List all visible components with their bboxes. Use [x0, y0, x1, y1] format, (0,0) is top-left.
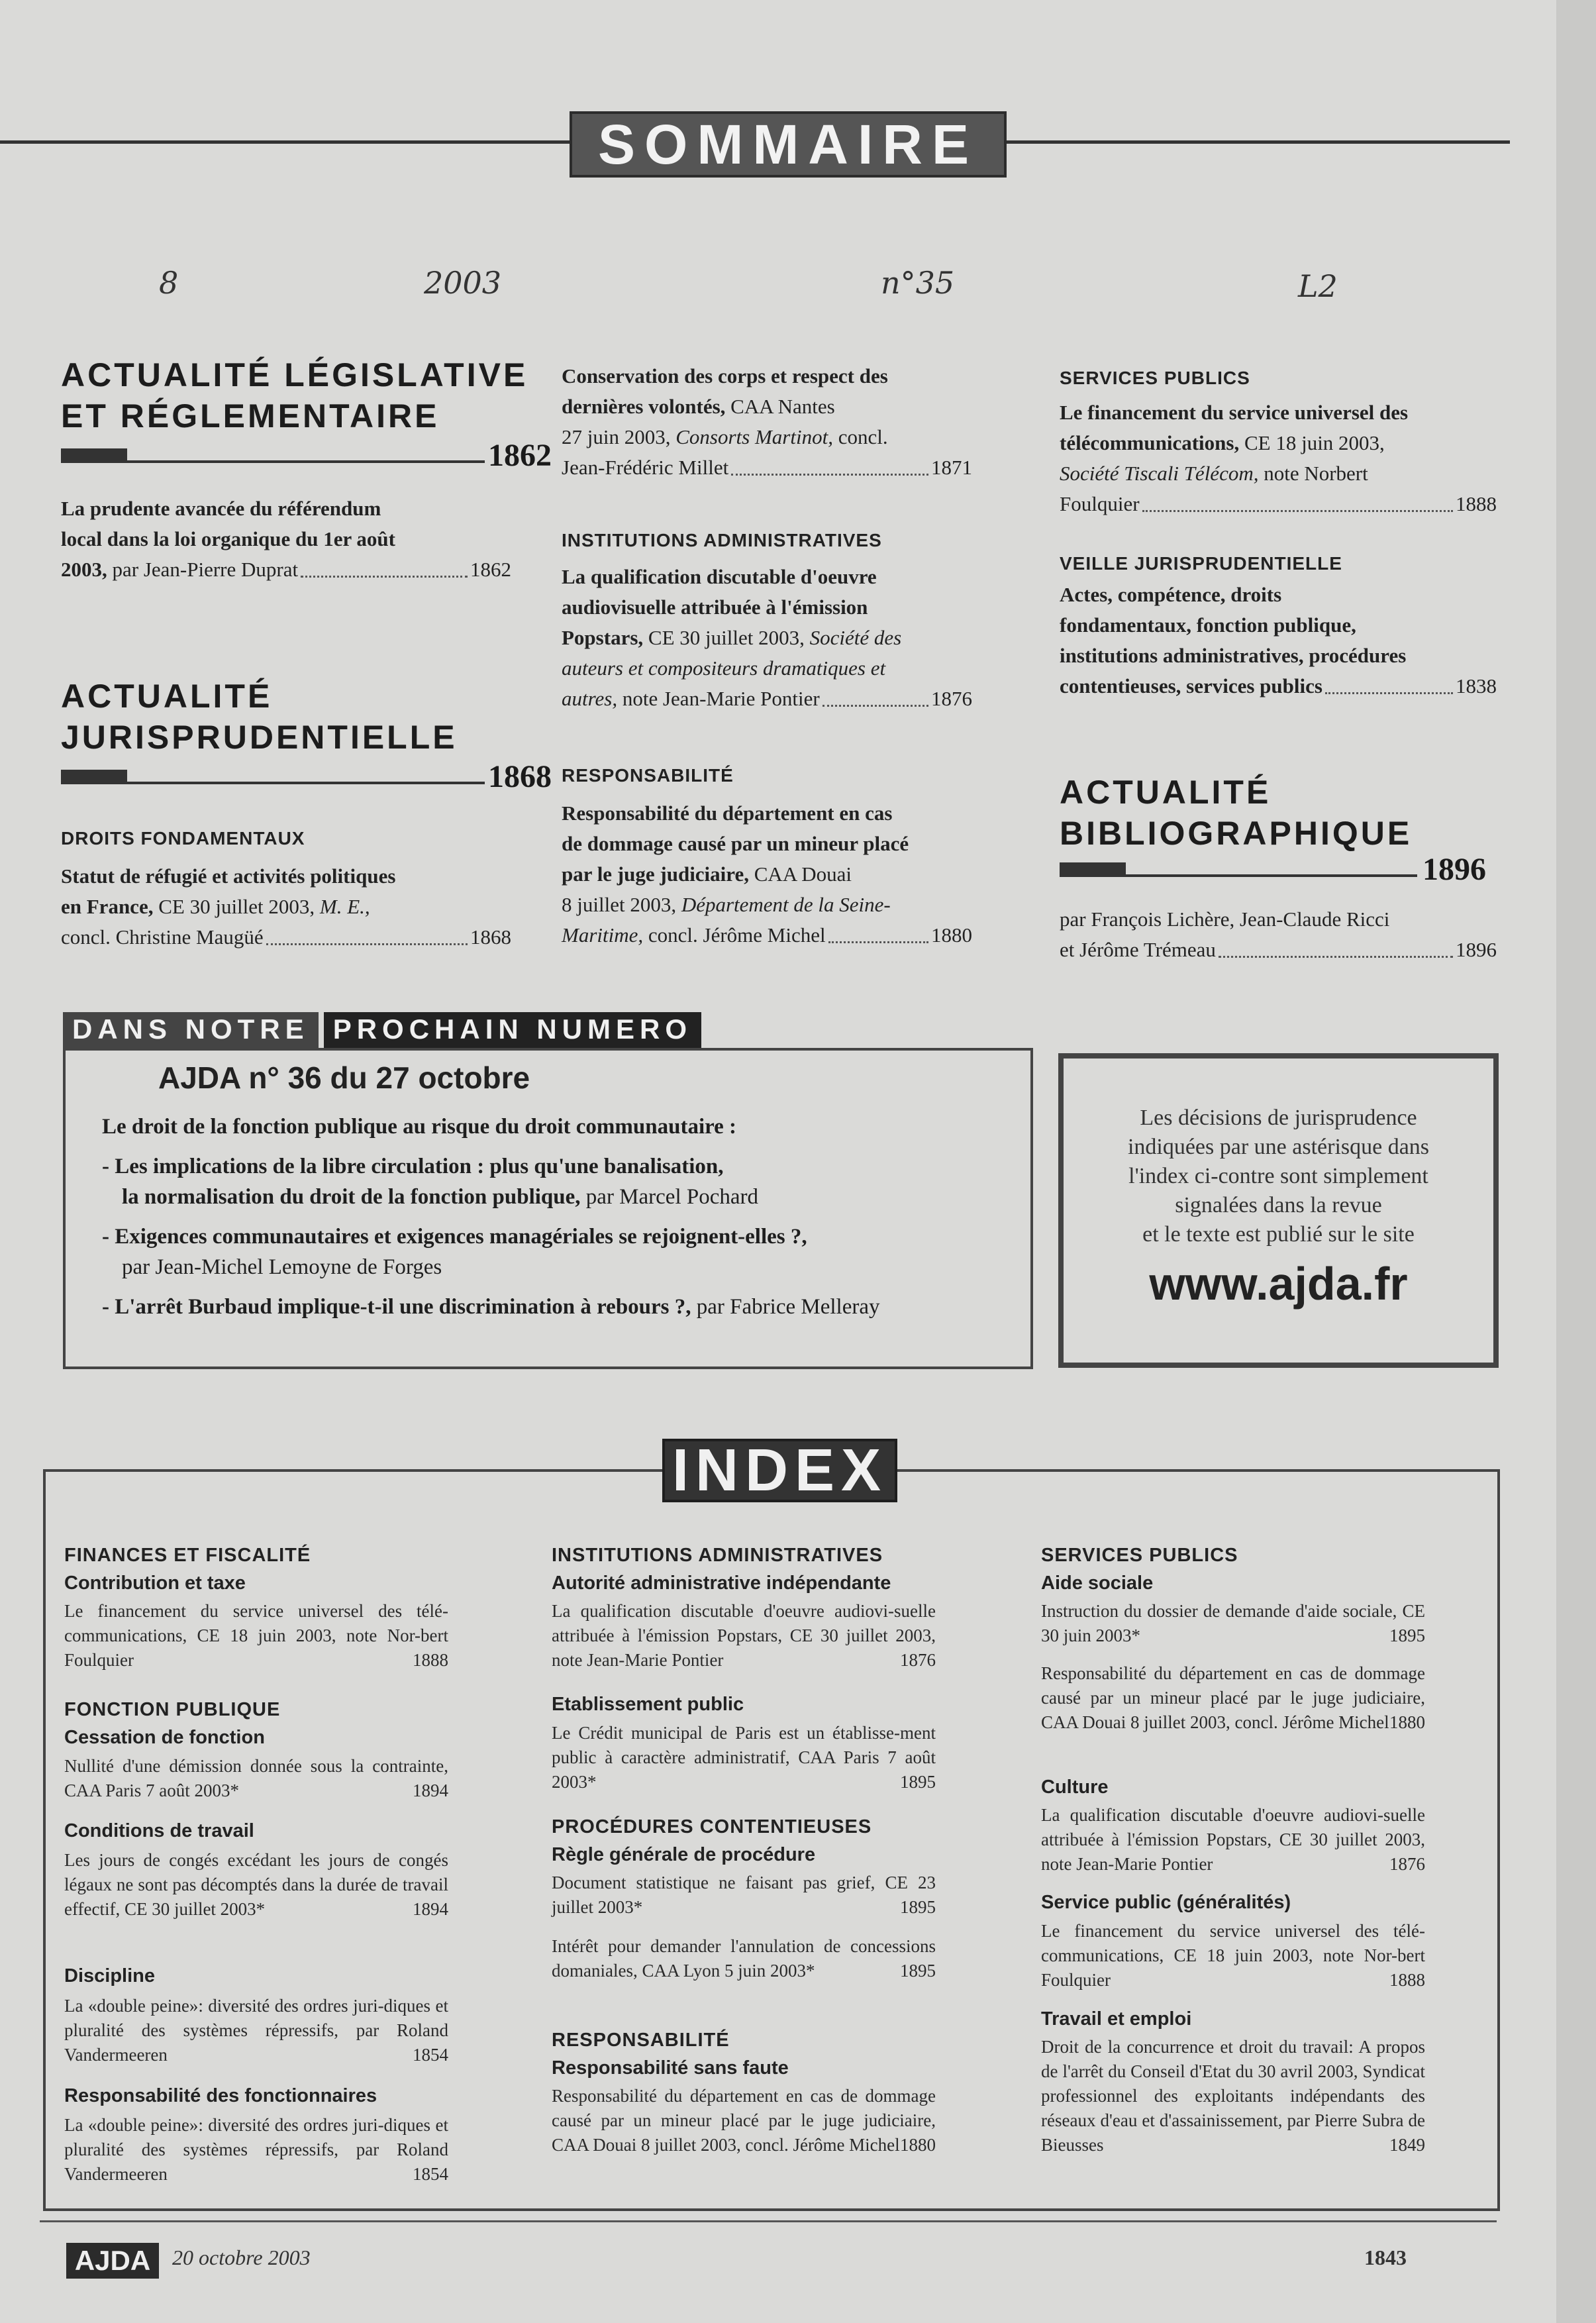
page-edge [1556, 0, 1596, 2323]
sommaire-entry[interactable] [562, 798, 972, 951]
index-subcategory: Travail et emploi [1041, 2008, 1192, 2030]
next-issue-item: la normalisation du droit de la fonction publique, [122, 1185, 581, 1209]
index-entry-page: 1894 [413, 1781, 448, 1800]
section-page: 1862 [488, 438, 552, 473]
category-label: DROITS FONDAMENTAUX [61, 828, 305, 849]
next-issue-content [102, 1111, 879, 1322]
rule-line [127, 782, 485, 784]
sommaire-banner: SOMMAIRE [570, 111, 1007, 178]
entry-title: contentieuses, services publics [1060, 674, 1322, 697]
next-issue-lead: Le droit de la fonction publique au risque du droit communautaire : [102, 1115, 737, 1139]
next-issue-label: DANS NOTRE [63, 1012, 319, 1048]
index-entry[interactable] [64, 1599, 448, 1673]
index-entry-text: La «double peine»: diversité des ordres juri-diques et pluralité des systèmes répressifs, par Roland Vandermeeren [64, 2115, 448, 2184]
section-heading [61, 354, 528, 437]
entry-author: Foulquier [1060, 492, 1140, 515]
section-rule [61, 758, 552, 794]
index-entry[interactable] [64, 1848, 448, 1922]
index-entry[interactable] [552, 1721, 936, 1794]
index-entry-text: Document statistique ne faisant pas grief, CE 23 juillet 2003* [552, 1873, 936, 1917]
sommaire-entry[interactable] [1060, 580, 1497, 701]
entry-party: Département de la Seine- [681, 893, 891, 916]
next-issue-bar [63, 1012, 701, 1048]
index-subcategory: Culture [1041, 1777, 1109, 1798]
entry-party: Maritime, [562, 923, 644, 947]
heading-line: JURISPRUDENTIELLE [61, 719, 458, 756]
index-entry-page: 1894 [413, 1899, 448, 1919]
entry-ref: CAA Douai [754, 862, 852, 886]
index-entry-text: Les jours de congés excédant les jours de congés légaux ne sont pas décomptés dans la durée de travail effectif, CE 30 juillet 2003* [64, 1850, 448, 1919]
index-entry[interactable] [1041, 1919, 1425, 1992]
entry-party: Consorts Martinot, [675, 425, 833, 448]
entry-ref: concl. [838, 425, 888, 448]
entry-party: auteurs et compositeurs dramatiques et [562, 656, 886, 680]
category-label: RESPONSABILITÉ [562, 765, 734, 786]
index-entry-page: 1895 [900, 1772, 936, 1792]
entry-page: 1868 [470, 925, 511, 949]
index-category: FONCTION PUBLIQUE [64, 1699, 281, 1720]
sommaire-entry[interactable] [562, 361, 972, 483]
index-entry-text: Le financement du service universel des télé-communications, CE 18 juin 2003, note Nor-bert Foulquier [64, 1601, 448, 1670]
index-entry-text: La «double peine»: diversité des ordres juri-diques et pluralité des systèmes répressifs, par Roland Vandermeeren [64, 1996, 448, 2065]
next-issue-label: PROCHAIN NUMERO [324, 1012, 701, 1048]
entry-ref: CE 30 juillet 2003, [648, 626, 805, 649]
entry-author: par François Lichère, Jean-Claude Ricci [1060, 907, 1390, 931]
entry-party: Société Tiscali Télécom, [1060, 462, 1259, 485]
entry-page: 1862 [470, 558, 511, 581]
entry-title: Actes, compétence, droits [1060, 583, 1282, 606]
index-entry-page: 1854 [413, 2045, 448, 2065]
index-entry-page: 1895 [900, 1961, 936, 1981]
index-subcategory: Discipline [64, 1965, 155, 1987]
entry-author: et Jérôme Trémeau [1060, 938, 1216, 961]
entry-title: dernières volontés, [562, 395, 726, 418]
entry-page: 1871 [931, 456, 972, 479]
sommaire-entry[interactable] [562, 562, 972, 714]
notice-line: indiquées par une astérisque dans [1127, 1135, 1430, 1159]
rule-block [61, 448, 127, 463]
entry-title: audiovisuelle attribuée à l'émission [562, 595, 868, 619]
next-issue-item: - L'arrêt Burbaud implique-t-il une discrimination à rebours ?, [102, 1295, 691, 1319]
entry-title: de dommage causé par un mineur placé [562, 832, 909, 855]
heading-line: ACTUALITÉ [1060, 774, 1272, 811]
entry-author: par Jean-Pierre Duprat [112, 558, 299, 581]
entry-party: autres, [562, 687, 618, 710]
entry-title: local dans la loi organique du 1er août [61, 527, 395, 550]
next-issue-item: - Exigences communautaires et exigences managériales se rejoignent-elles ?, [102, 1225, 807, 1249]
index-subcategory: Autorité administrative indépendante [552, 1573, 891, 1594]
index-entry-text: Responsabilité du département en cas de dommage causé par un mineur placé par le juge judiciaire, CAA Douai 8 juillet 2003, concl. Jérôme Michel [1041, 1663, 1425, 1732]
index-entry-page: 1854 [413, 2164, 448, 2184]
section-page: 1868 [488, 759, 552, 794]
index-category: RESPONSABILITÉ [552, 2030, 730, 2051]
category-label: VEILLE JURISPRUDENTIELLE [1060, 553, 1342, 574]
index-entry-page: 1880 [900, 2135, 936, 2155]
entry-ref: 27 juin 2003, [562, 425, 671, 448]
entry-ref: note Norbert [1264, 462, 1368, 485]
section-heading [1060, 772, 1412, 854]
handwritten-note: 2003 [424, 265, 502, 301]
entry-author: concl. Christine Maugüé [61, 925, 264, 949]
index-entry-text: Intérêt pour demander l'annulation de concessions domaniales, CAA Lyon 5 juin 2003* [552, 1936, 936, 1981]
index-entry-text: La qualification discutable d'oeuvre audiovi-suelle attribuée à l'émission Popstars, CE 30 juillet 2003, note Jean-Marie Pontier [1041, 1805, 1425, 1874]
index-category: INSTITUTIONS ADMINISTRATIVES [552, 1545, 883, 1566]
handwritten-note: L2 [1298, 268, 1338, 304]
heading-line: BIBLIOGRAPHIQUE [1060, 815, 1413, 852]
entry-title: télécommunications, [1060, 431, 1240, 454]
index-entry-page: 1895 [1389, 1626, 1425, 1645]
heading-line: ET RÉGLEMENTAIRE [61, 397, 440, 435]
entry-party: M. E., [319, 895, 370, 918]
next-issue-title: AJDA n° 36 du 27 octobre [158, 1060, 530, 1095]
notice-line: signalées dans la revue [1175, 1193, 1382, 1217]
index-entry-text: Nullité d'une démission donnée sous la contrainte, CAA Paris 7 août 2003* [64, 1756, 448, 1800]
entry-ref: CE 30 juillet 2003, [158, 895, 315, 918]
footer-date: 20 octobre 2003 [172, 2246, 311, 2269]
next-issue-item: - Les implications de la libre circulation : plus qu'une banalisation, [102, 1155, 724, 1178]
index-subcategory: Règle générale de procédure [552, 1844, 816, 1865]
index-entry-page: 1888 [1389, 1970, 1425, 1990]
page-number: 1843 [1364, 2246, 1407, 2269]
entry-author: concl. Jérôme Michel [648, 923, 826, 947]
entry-page: 1838 [1456, 674, 1497, 697]
index-banner: INDEX [662, 1439, 897, 1502]
index-category: PROCÉDURES CONTENTIEUSES [552, 1816, 872, 1837]
index-subcategory: Contribution et taxe [64, 1573, 246, 1594]
index-entry-page: 1876 [1389, 1854, 1425, 1874]
index-entry[interactable] [1041, 2035, 1425, 2157]
entry-author: Jean-Frédéric Millet [562, 456, 729, 479]
section-page: 1896 [1422, 852, 1486, 887]
entry-ref: CE 18 juin 2003, [1244, 431, 1385, 454]
banner-rule-right [1007, 140, 1510, 144]
entry-title: La qualification discutable d'oeuvre [562, 565, 877, 588]
sommaire-entry[interactable] [61, 493, 511, 585]
index-subcategory: Cessation de fonction [64, 1727, 265, 1748]
notice-line: l'index ci-contre sont simplement [1128, 1164, 1428, 1188]
rule-block [1060, 862, 1126, 877]
entry-title: par le juge judiciaire, [562, 862, 749, 886]
section-rule [1060, 851, 1500, 887]
category-label: SERVICES PUBLICS [1060, 368, 1250, 388]
rule-line [127, 460, 485, 463]
index-entry[interactable] [64, 1994, 448, 2067]
index-entry[interactable] [1041, 1803, 1425, 1877]
index-entry[interactable] [552, 2084, 936, 2157]
index-entry-text: Droit de la concurrence et droit du travail: A propos de l'arrêt du Conseil d'Etat du 30 avril 2003, Syndicat professionnel des exploitants indépendants des réseaux d'eau et d'assainissement, par Pierre Subra de Bieusses [1041, 2037, 1425, 2155]
index-entry-page: 1888 [413, 1650, 448, 1670]
index-subcategory: Responsabilité des fonctionnaires [64, 2085, 377, 2106]
website-link[interactable]: www.ajda.fr [1149, 1258, 1408, 1310]
entry-title: en France, [61, 895, 154, 918]
website-notice-box [1058, 1053, 1499, 1368]
index-entry[interactable] [64, 2113, 448, 2187]
index-entry-text: La qualification discutable d'oeuvre audiovi-suelle attribuée à l'émission Popstars, CE 30 juillet 2003, note Jean-Marie Pontier [552, 1601, 936, 1670]
index-entry-page: 1880 [1389, 1712, 1425, 1732]
index-entry-text: Le Crédit municipal de Paris est un établisse-ment public à caractère administratif, CAA Paris 7 août 2003* [552, 1723, 936, 1792]
index-entry-page: 1849 [1389, 2135, 1425, 2155]
entry-title: Statut de réfugié et activités politiques [61, 864, 396, 888]
sommaire-entry[interactable] [61, 861, 511, 953]
entry-ref: CAA Nantes [730, 395, 835, 418]
next-issue-author: par Jean-Michel Lemoyne de Forges [122, 1255, 442, 1279]
index-entry[interactable] [1041, 1661, 1425, 1735]
entry-party: Société des [809, 626, 902, 649]
heading-line: ACTUALITÉ LÉGISLATIVE [61, 356, 528, 393]
entry-ref: 8 juillet 2003, [562, 893, 677, 916]
index-entry-text: Responsabilité du département en cas de dommage causé par un mineur placé par le juge judiciaire, CAA Douai 8 juillet 2003, concl. Jérôme Michel [552, 2086, 936, 2155]
footer-rule [40, 2220, 1497, 2222]
index-category: SERVICES PUBLICS [1041, 1545, 1238, 1566]
category-label: INSTITUTIONS ADMINISTRATIVES [562, 530, 882, 550]
entry-page: 1880 [931, 923, 972, 947]
entry-page: 1876 [931, 687, 972, 710]
next-issue-box [63, 1048, 1033, 1369]
rule-line [1126, 874, 1417, 877]
sommaire-entry[interactable] [1060, 904, 1497, 965]
ajda-logo: AJDA [66, 2243, 159, 2279]
entry-title: Conservation des corps et respect des [562, 364, 888, 387]
index-entry[interactable] [1041, 1599, 1425, 1648]
index-entry-page: 1895 [900, 1897, 936, 1917]
index-entry-text: Le financement du service universel des télé-communications, CE 18 juin 2003, note Nor-bert Foulquier [1041, 1921, 1425, 1990]
index-subcategory: Responsabilité sans faute [552, 2057, 789, 2079]
banner-rule-left [0, 140, 570, 144]
index-entry[interactable] [552, 1934, 936, 1983]
entry-title: Responsabilité du département en cas [562, 801, 893, 825]
next-issue-author: par Fabrice Melleray [696, 1295, 880, 1319]
entry-title: Le financement du service universel des [1060, 401, 1409, 424]
index-entry-page: 1876 [900, 1650, 936, 1670]
index-subcategory: Aide sociale [1041, 1573, 1154, 1594]
index-category: FINANCES ET FISCALITÉ [64, 1545, 311, 1566]
rule-block [61, 770, 127, 784]
index-entry[interactable] [552, 1599, 936, 1673]
sommaire-entry[interactable] [1060, 397, 1497, 519]
entry-page: 1896 [1456, 938, 1497, 961]
entry-title: 2003, [61, 558, 107, 581]
entry-title: institutions administratives, procédures [1060, 644, 1407, 667]
entry-title: Popstars, [562, 626, 644, 649]
index-entry-text: Instruction du dossier de demande d'aide sociale, CE 30 juin 2003* [1041, 1601, 1425, 1645]
next-issue-author: par Marcel Pochard [585, 1185, 759, 1209]
index-entry[interactable] [64, 1754, 448, 1803]
section-rule [61, 437, 552, 473]
index-subcategory: Service public (généralités) [1041, 1892, 1291, 1913]
handwritten-note: 8 [159, 265, 179, 301]
website-notice-text [1064, 1104, 1493, 1249]
index-subcategory: Conditions de travail [64, 1820, 254, 1841]
entry-title: La prudente avancée du référendum [61, 497, 381, 520]
index-entry[interactable] [552, 1871, 936, 1920]
heading-line: ACTUALITÉ [61, 678, 273, 715]
notice-line: Les décisions de jurisprudence [1140, 1106, 1417, 1130]
index-subcategory: Etablissement public [552, 1694, 744, 1715]
handwritten-note: n°35 [881, 265, 955, 301]
section-heading [61, 676, 458, 758]
entry-title: fondamentaux, fonction publique, [1060, 613, 1356, 637]
entry-author: note Jean-Marie Pontier [622, 687, 820, 710]
notice-line: et le texte est publié sur le site [1142, 1222, 1415, 1247]
entry-page: 1888 [1456, 492, 1497, 515]
